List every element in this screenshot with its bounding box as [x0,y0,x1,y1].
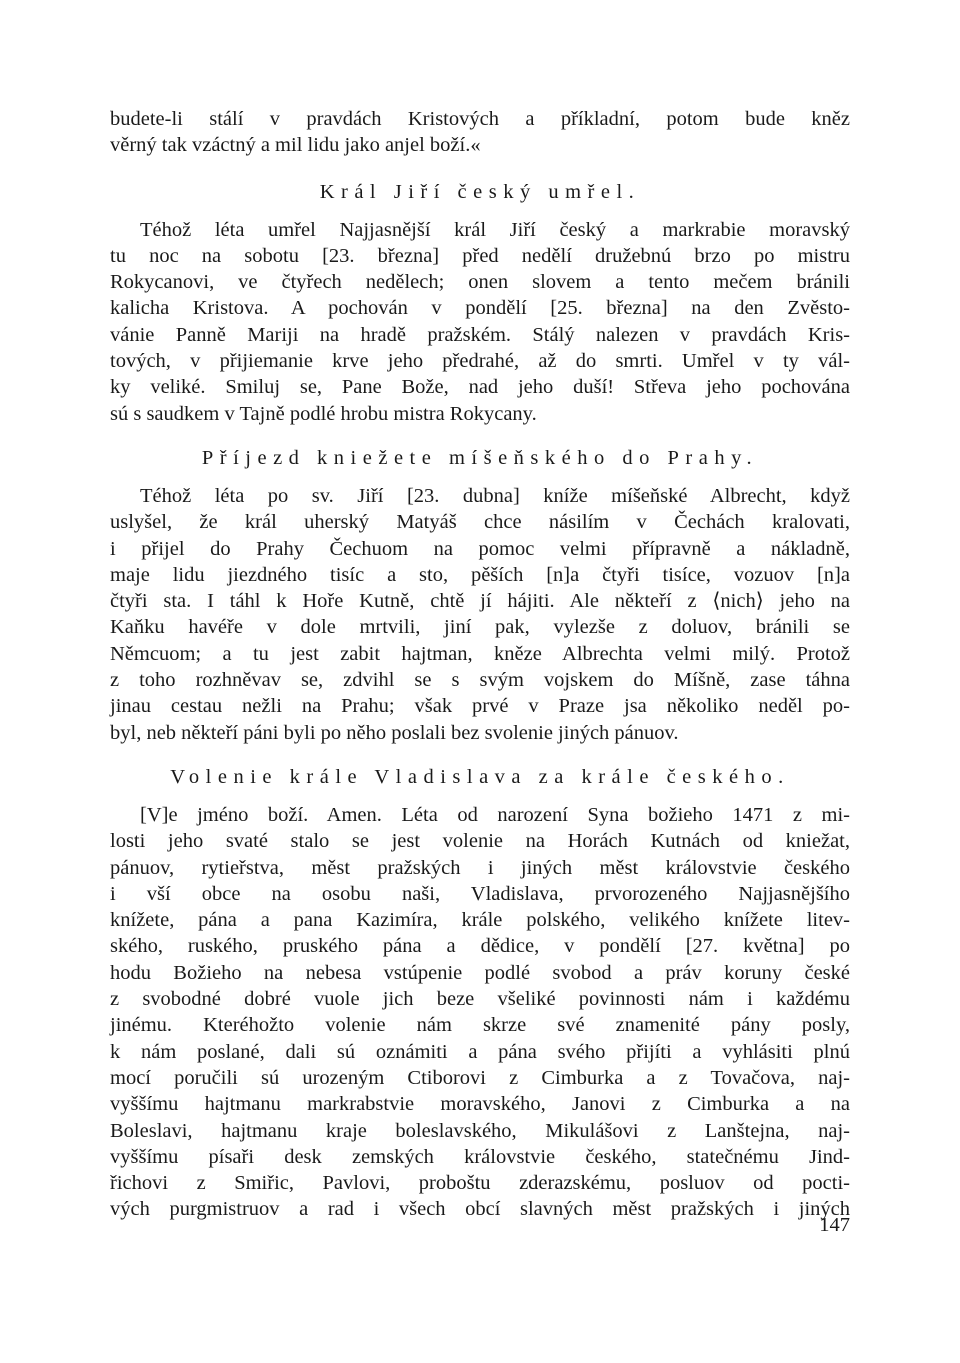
text-line: ky veliké. Smiluj se, Pane Bože, nad jeho duší! Střeva jeho pochována [110,376,850,399]
text-line: vých purgmistruov a rad i všech obcí slavných měst pražských i jiných [110,1198,850,1221]
text-line: z svobodné dobré vuole jich beze všeliké povinnosti nám i každému [110,988,850,1011]
text-line: Boleslavi, hajtmanu kraje boleslavského, Mikulášovi z Lanštejna, naj- [110,1119,850,1142]
text-line: i přijel do Prahy Čechuom na pomoc velmi přípravně a nákladně, [110,537,850,560]
text-line: ského, ruského, pruského pána a dědice, v pondělí [27. května] po [110,935,850,958]
text-line: byl, neb někteří páni byli po něho poslali bez svolenie jiných pánuov. [110,721,679,744]
text-line: z toho rozhněvav se, zdvihl se s svým vojskem do Míšně, zase táhna [110,669,850,692]
text-line: vyššímu hajtmanu markrabstvie moravského, Janovi z Cimburka a na [110,1093,850,1116]
text-line: jinau cestau nežli na Prahu; však prvé v Praze jsa několiko neděl po- [110,695,850,718]
text-line: budete-li stálí v pravdách Kristových a příkladní, potom bude kněz [110,108,850,130]
text-line: tových, v přijiemanie krve jeho předrahé, až do smrti. Umřel v ty vál- [110,350,850,373]
text-line: kalicha Kristova. A pochován v pondělí [25. března] na den Zvěsto- [110,297,850,320]
text-line: vánie Panně Mariji na hradě pražském. Stálý nalezen v pravdách Kris- [110,323,850,346]
paragraph-election-vladislav [110,802,850,1223]
text-line: vyššímu písaři desk zemských královstvie českého, statečnému Jind- [110,1145,850,1168]
page-number: 147 [819,1214,850,1236]
text-line: tu noc na sobotu [23. března] před nedělí družebnú brzo po mistru [110,244,850,267]
text-line: pánuov, rytieřstva, měst pražských i jiných měst královstvie českého [110,856,850,879]
paragraph-intro [110,106,850,159]
text-line: Němcuom; a tu jest zabit hajtman, kněze Albrechta velmi milý. Protož [110,642,850,665]
text-line: k nám poslané, dali sú oznámiti a pána svého přijíti a vyhlásiti plnú [110,1040,850,1063]
text-line: knížete, pána a pana Kazimíra, krále polského, velikého knížete litev- [110,909,850,932]
text-line: Rokycanovi, ve čtyřech nedělech; onen slovem a tento mečem bránili [110,271,850,294]
text-line: Kaňku havéře v dole mrtvili, jiní pak, vylezše z doluov, bránili se [110,616,850,639]
section-heading-king-died: Král Jiří český umřel. [319,180,641,203]
text-line: i vší obce na osobu naši, Vladislava, prvorozeného Najjasnějšího [110,882,850,905]
paragraph-meissen-prince [110,483,850,746]
text-line: sú s saudkem v Tajně podlé hrobu mistra Rokycany. [110,402,537,425]
paragraph-king-died [110,217,850,427]
text-line: maje lidu jiezdného tisíc a sto, pěších [n]a čtyři tisíce, vozuov [n]a [110,563,850,586]
text-line: Téhož léta po sv. Jiří [23. dubna] kníže míšeňské Albrecht, když [140,484,850,507]
section-heading-election-vladislav: Volenie krále Vladislava za krále českého. [170,765,790,788]
text-line: Téhož léta umřel Najjasnější král Jiří český a markrabie moravský [140,218,850,241]
text-line: uslyšel, že král uherský Matyáš chce násilím v Čechách kralovati, [110,511,850,534]
section-heading-meissen-prince: Příjezd kniežete míšeňského do Prahy. [201,446,759,469]
text-line: jinému. Kteréhožto volenie nám skrze své znamenité pány posly, [110,1014,850,1037]
text-line: věrný tak vzáctný a mil lidu jako anjel boží.« [110,134,481,157]
text-line: mocí poručili sú urozeným Ctiborovi z Cimburka a z Tovačova, naj- [110,1066,850,1089]
text-line: hodu Božieho na nebesa vstúpenie podlé svobod a práv koruny české [110,961,850,984]
text-line: [V]e jméno boží. Amen. Léta od narození Syna božieho 1471 z mi- [140,803,850,826]
page-body [110,106,850,1223]
text-line: losti jeho svaté stalo se jest volenie na Horách Kutnách od kniežat, [110,830,850,853]
text-line: čtyři sta. I táhl k Hoře Kutně, chtě jí hájiti. Ale někteří z ⟨nich⟩ jeho na [110,590,850,613]
text-line: řichovi z Smiřic, Pavlovi, proboštu zderazskému, posluov od pocti- [110,1172,850,1195]
